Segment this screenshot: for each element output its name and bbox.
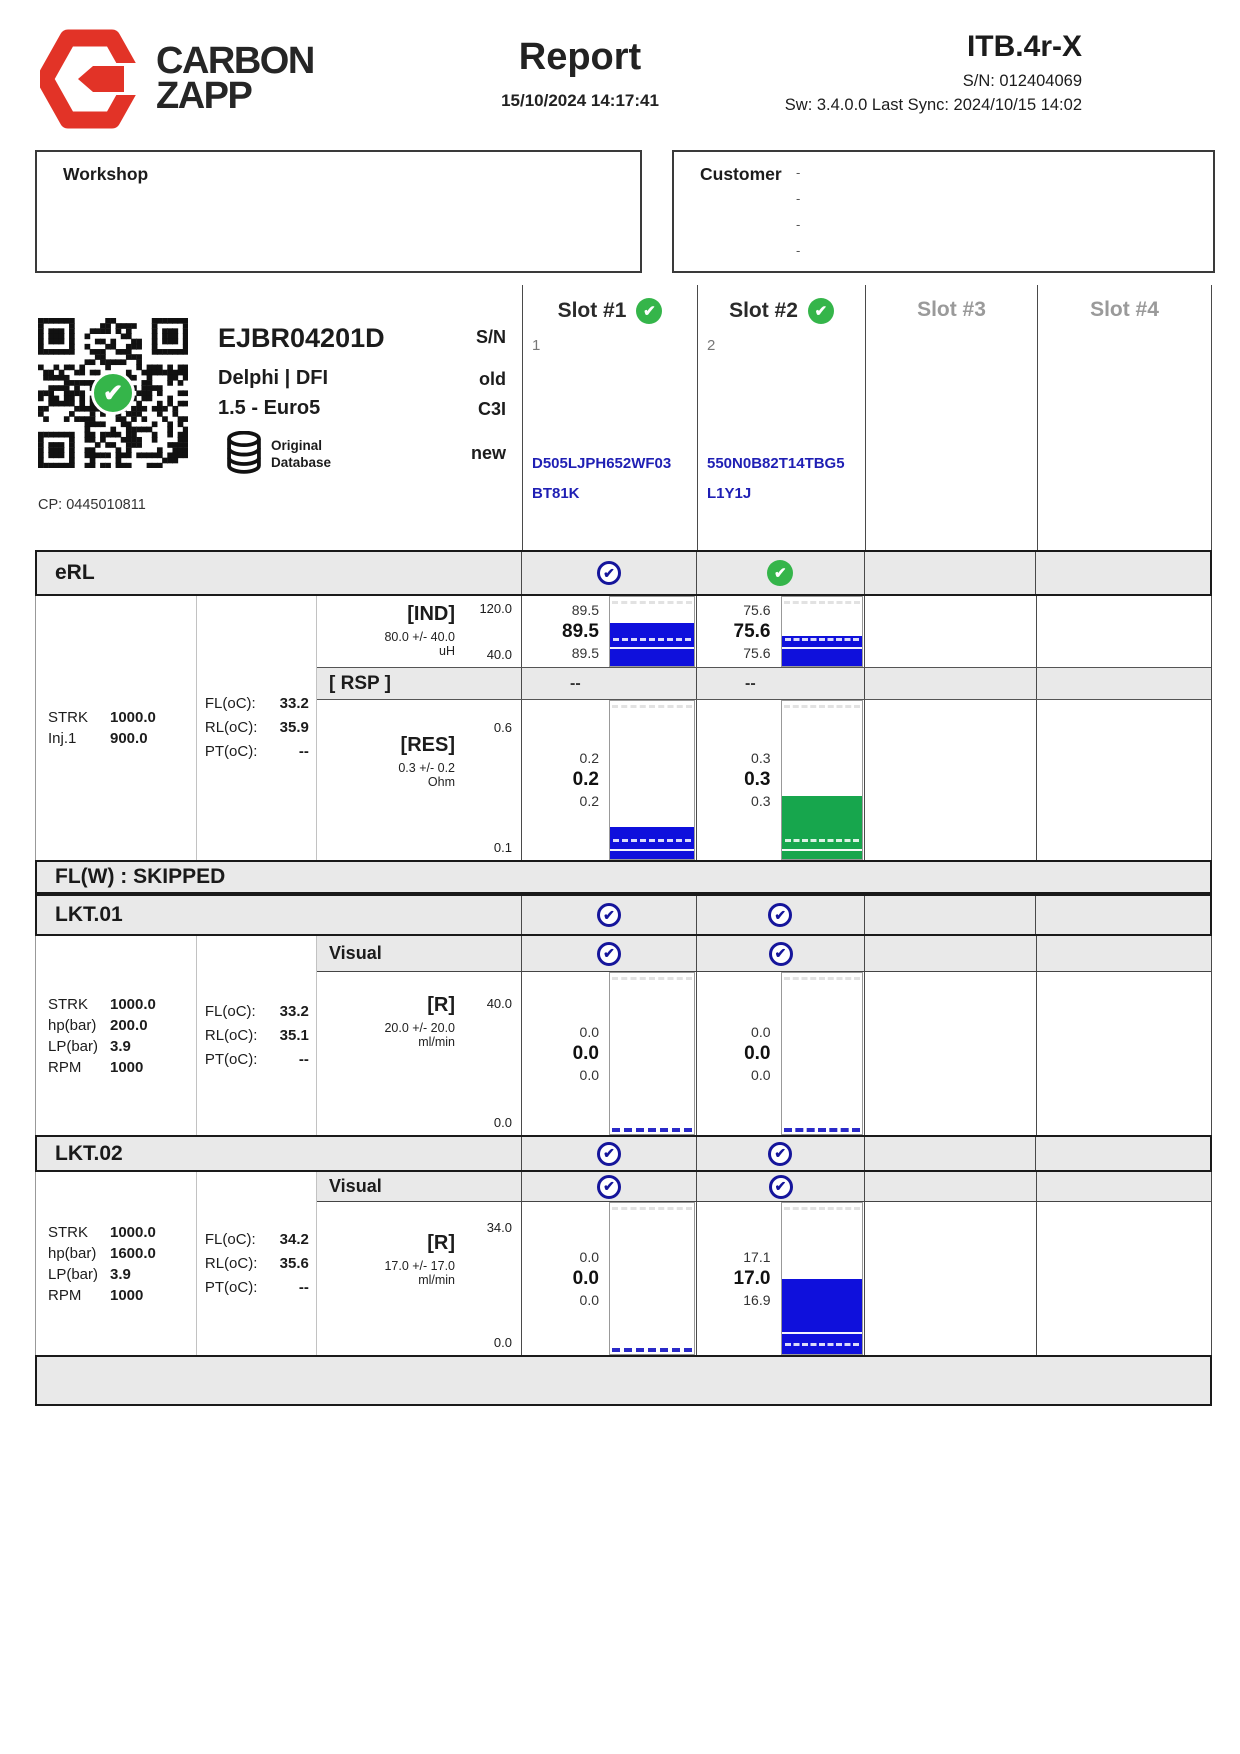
lkt02-r-slot1-bar-chart (609, 1202, 695, 1355)
lkt01-slot1-cell (521, 896, 696, 934)
ind-slot1-bar-chart (609, 596, 695, 667)
lkt02-r-test-row (317, 1202, 1211, 1355)
rl-value: 35.6 (279, 1254, 309, 1272)
min-value: 0.0 (579, 1066, 599, 1083)
device-info-block (785, 30, 1082, 115)
slot2-serial-line2: L1Y1J (707, 485, 752, 502)
ind-test-row (317, 596, 1211, 668)
lkt02-visual-slot4 (1036, 1172, 1211, 1201)
injector-make: Delphi | DFI (218, 367, 329, 389)
erl-slot1-check-icon: ✔ (597, 561, 621, 585)
strk-value: 1000.0 (110, 709, 156, 726)
lkt02-slot2-check-icon: ✔ (768, 1142, 792, 1166)
ind-slot1-measurement (521, 596, 696, 667)
rl-value: 35.1 (279, 1026, 309, 1044)
min-value: 0.0 (579, 1291, 599, 1308)
carbon-zapp-logo-icon (40, 26, 140, 132)
rpm-value: 1000 (110, 1286, 144, 1304)
lkt02-slot4-cell (1035, 1137, 1210, 1170)
ind-scale-max: 120.0 (479, 601, 512, 616)
r-scale-max: 40.0 (486, 996, 512, 1011)
strk-label: STRK (48, 709, 89, 726)
lkt01-r-slot2-measurement (696, 972, 864, 1135)
slot2-new-serial (707, 449, 845, 509)
res-slot1-measurement (521, 700, 696, 860)
lkt02-visual-label: Visual (329, 1176, 382, 1196)
injector-info-cell (35, 285, 522, 550)
min-value: 89.5 (571, 644, 599, 661)
res-scale-max: 0.6 (493, 720, 512, 735)
slot2-column (697, 285, 865, 550)
fl-label: FL(oC): (204, 1002, 256, 1020)
erl-slot4-cell (1035, 552, 1210, 594)
brand-line1: CARBON (156, 40, 314, 83)
r-scale-max: 34.0 (486, 1220, 512, 1235)
hp-label: hp(bar) (48, 1016, 97, 1034)
lkt02-section-bar (35, 1135, 1212, 1172)
res-tolerance: 0.3 +/- 0.2 (398, 761, 455, 775)
fl-value: 33.2 (279, 1002, 309, 1020)
lp-value: 3.9 (110, 1037, 131, 1055)
rsp-slot3-value (864, 668, 1036, 699)
rl-value: 35.9 (279, 719, 309, 736)
flw-title: FL(W) : SKIPPED (55, 865, 226, 888)
label-new: new (470, 443, 506, 463)
rpm-value: 1000 (110, 1058, 144, 1076)
customer-label: Customer (700, 164, 782, 184)
slot3-header (866, 285, 1037, 322)
visual-check-icon: ✔ (769, 1175, 793, 1199)
pt-value: -- (298, 1050, 309, 1068)
strk-value: 1000.0 (110, 1223, 156, 1241)
slot4-column (1037, 285, 1212, 550)
lkt02-temps (197, 1172, 317, 1355)
res-slot2-bar-chart (781, 700, 864, 860)
database-label-line1: Original (271, 438, 323, 453)
report-datetime: 15/10/2024 14:17:41 (501, 91, 659, 110)
slot2-serial-line1: 550N0B82T14TBG5 (707, 455, 845, 472)
rpm-label: RPM (48, 1058, 82, 1076)
workshop-label: Workshop (63, 164, 149, 184)
lp-value: 3.9 (110, 1265, 131, 1283)
injector-engine: 1.5 - Euro5 (218, 397, 321, 419)
rl-label: RL(oC): (204, 719, 258, 736)
avg-value: 17.0 (733, 1267, 771, 1289)
injector-code: EJBR04201D (218, 323, 385, 353)
visual-check-icon: ✔ (597, 942, 621, 966)
lkt02-visual-row (317, 1172, 1211, 1202)
erl-temps (197, 596, 317, 860)
avg-value: 0.2 (572, 769, 599, 790)
fl-label: FL(oC): (204, 1230, 256, 1248)
lkt01-visual-slot1 (521, 936, 696, 971)
r-test-name: [R] (427, 1232, 455, 1254)
res-unit: Ohm (427, 775, 455, 789)
label-sn: S/N (475, 327, 506, 347)
customer-placeholder: - (796, 243, 801, 258)
lkt02-slot1-check-icon: ✔ (597, 1142, 621, 1166)
pt-label: PT(oC): (204, 1278, 258, 1296)
lkt01-r-slot1-measurement (521, 972, 696, 1135)
erl-section-bar (35, 550, 1212, 596)
ind-unit: uH (439, 644, 455, 658)
lkt01-r-slot2-bar-chart (781, 972, 864, 1135)
r-scale-min: 0.0 (493, 1115, 512, 1130)
min-value: 0.3 (751, 793, 771, 809)
slot1-serial-line2: BT81K (532, 485, 580, 502)
fl-label: FL(oC): (204, 695, 256, 712)
ind-scale-min: 40.0 (486, 647, 512, 662)
hp-label: hp(bar) (48, 1244, 97, 1262)
report-title-block (420, 36, 740, 111)
lkt02-r-slot4-measurement (1036, 1202, 1211, 1355)
lkt02-r-slot1-measurement (521, 1202, 696, 1355)
lkt02-r-slot3-measurement (864, 1202, 1036, 1355)
res-test-name: [RES] (400, 734, 455, 756)
max-value: 0.0 (751, 1023, 771, 1040)
ind-test-label-cell (317, 596, 521, 667)
lkt01-title: LKT.01 (55, 903, 123, 926)
ind-slot2-measurement (696, 596, 864, 667)
r-scale-min: 0.0 (493, 1335, 512, 1350)
lkt01-slot3-cell (864, 896, 1036, 934)
erl-body (35, 596, 1212, 860)
min-value: 0.0 (751, 1066, 771, 1083)
fl-value: 33.2 (279, 695, 309, 712)
injector-info-row (35, 285, 1212, 550)
lkt02-visual-slot1 (521, 1172, 696, 1201)
lkt01-visual-slot3 (864, 936, 1036, 971)
rsp-slot4-value (1036, 668, 1211, 699)
inj1-label: Inj.1 (48, 730, 77, 747)
avg-value: 0.0 (572, 1042, 599, 1064)
lkt02-slot1-cell (521, 1137, 696, 1170)
slot1-column (522, 285, 697, 550)
lkt01-slot1-check-icon: ✔ (597, 903, 621, 927)
inj1-value: 900.0 (110, 730, 148, 747)
lp-label: LP(bar) (48, 1037, 99, 1055)
visual-check-icon: ✔ (597, 1175, 621, 1199)
pt-label: PT(oC): (204, 743, 258, 760)
customer-placeholder: - (796, 191, 801, 206)
lkt02-strk-params (36, 1172, 197, 1355)
lkt01-r-label-cell (317, 972, 521, 1135)
hp-value: 200.0 (110, 1016, 148, 1034)
lkt02-slot2-cell (696, 1137, 864, 1170)
max-value: 0.0 (579, 1248, 599, 1265)
lkt01-slot2-cell (696, 896, 864, 934)
database-label-line2: Database (271, 455, 332, 470)
max-value: 0.0 (579, 1023, 599, 1040)
r-tolerance: 17.0 +/- 17.0 (384, 1259, 455, 1273)
slot4-label: Slot #4 (1090, 298, 1159, 321)
pt-label: PT(oC): (204, 1050, 258, 1068)
lkt02-body (35, 1172, 1212, 1355)
rl-label: RL(oC): (204, 1026, 258, 1044)
slot1-header (523, 285, 697, 324)
lkt01-r-test-row (317, 972, 1211, 1135)
lkt01-strk-params (36, 936, 197, 1135)
device-name: ITB.4r-X (966, 30, 1082, 63)
slot3-column (865, 285, 1037, 550)
r-unit: ml/min (418, 1035, 455, 1049)
res-slot3-measurement (864, 700, 1036, 860)
avg-value: 0.3 (744, 769, 771, 790)
rsp-slot2-value: -- (696, 668, 864, 699)
ind-slot4-measurement (1036, 596, 1211, 667)
ind-test-name: [IND] (407, 603, 455, 625)
customer-placeholders (796, 166, 800, 257)
qr-pass-icon: ✔ (91, 371, 135, 415)
lkt01-body (35, 936, 1212, 1135)
lkt01-visual-slot4 (1036, 936, 1211, 971)
rsp-slot1-value: -- (521, 668, 696, 699)
slot2-index: 2 (707, 337, 716, 354)
rsp-test-name: [ RSP ] (329, 672, 391, 694)
visual-check-icon: ✔ (769, 942, 793, 966)
r-test-name: [R] (427, 994, 455, 1016)
slot2-label: Slot #2 (729, 299, 798, 322)
slot2-pass-icon: ✔ (808, 298, 834, 324)
cp-number: CP: 0445010811 (38, 497, 146, 513)
lkt01-r-slot3-measurement (864, 972, 1036, 1135)
footer-bar (35, 1355, 1212, 1406)
workshop-box (35, 150, 642, 273)
brand-line2: ZAPP (156, 75, 252, 117)
lkt02-slot3-cell (864, 1137, 1036, 1170)
lkt02-title: LKT.02 (55, 1141, 123, 1165)
pt-value: -- (298, 743, 309, 760)
erl-slot2-check-icon: ✔ (767, 560, 793, 586)
hp-value: 1600.0 (110, 1244, 156, 1262)
res-slot4-measurement (1036, 700, 1211, 860)
res-slot1-bar-chart (609, 700, 695, 860)
res-slot2-measurement (696, 700, 864, 860)
erl-slot3-cell (864, 552, 1036, 594)
strk-label: STRK (48, 1223, 89, 1241)
slot1-pass-icon: ✔ (636, 298, 662, 324)
qr-code (38, 318, 188, 468)
rpm-label: RPM (48, 1286, 82, 1304)
ind-tolerance: 80.0 +/- 40.0 (384, 630, 455, 644)
customer-placeholder: - (796, 217, 801, 232)
res-scale-min: 0.1 (493, 840, 512, 855)
max-value: 75.6 (743, 601, 771, 618)
label-c3i: C3I (477, 399, 506, 419)
ind-slot2-bar-chart (781, 596, 864, 667)
erl-slot2-cell (696, 552, 864, 594)
fl-value: 34.2 (279, 1230, 309, 1248)
slot1-new-serial (532, 449, 671, 509)
strk-value: 1000.0 (110, 995, 156, 1013)
lkt01-section-bar (35, 894, 1212, 936)
brand-header (40, 26, 314, 132)
lkt01-slot2-check-icon: ✔ (768, 903, 792, 927)
lkt01-visual-slot2 (696, 936, 864, 971)
lkt02-visual-slot3 (864, 1172, 1036, 1201)
slot1-index: 1 (532, 337, 541, 354)
slot3-label: Slot #3 (917, 298, 986, 321)
max-value: 17.1 (743, 1248, 771, 1265)
avg-value: 0.0 (744, 1042, 771, 1064)
device-serial: S/N: 012404069 (962, 72, 1082, 90)
label-old: old (479, 369, 506, 389)
lkt01-r-slot4-measurement (1036, 972, 1211, 1135)
lkt02-r-slot2-measurement (696, 1202, 864, 1355)
erl-title: eRL (55, 561, 95, 584)
database-icon (225, 431, 263, 475)
database-label (271, 437, 331, 471)
erl-slot1-cell (521, 552, 696, 594)
slot1-label: Slot #1 (557, 299, 627, 322)
customer-placeholder: - (796, 165, 801, 180)
erl-strk-params (36, 596, 197, 860)
rsp-test-row (317, 668, 1211, 700)
max-value: 89.5 (571, 601, 599, 618)
slot4-header (1038, 285, 1211, 322)
avg-value: 89.5 (562, 620, 599, 642)
lkt01-temps (197, 936, 317, 1135)
avg-value: 75.6 (733, 620, 771, 642)
ind-slot3-measurement (864, 596, 1036, 667)
slot1-serial-line1: D505LJPH652WF03 (532, 455, 672, 472)
max-value: 0.3 (751, 750, 771, 766)
res-test-row (317, 700, 1211, 860)
r-tolerance: 20.0 +/- 20.0 (384, 1021, 455, 1035)
page-title: Report (518, 36, 642, 78)
avg-value: 0.0 (572, 1267, 599, 1289)
lkt01-slot4-cell (1035, 896, 1210, 934)
software-version: Sw: 3.4.0.0 Last Sync: 2024/10/15 14:02 (784, 96, 1082, 114)
lkt01-r-slot1-bar-chart (609, 972, 695, 1135)
pt-value: -- (298, 1278, 309, 1296)
slot2-header (698, 285, 865, 324)
lkt02-r-label-cell (317, 1202, 521, 1355)
min-value: 0.2 (579, 793, 599, 809)
rl-label: RL(oC): (204, 1254, 258, 1272)
lkt02-r-slot2-bar-chart (781, 1202, 864, 1355)
lkt01-visual-row (317, 936, 1211, 972)
min-value: 75.6 (743, 644, 771, 661)
r-unit: ml/min (418, 1273, 455, 1287)
min-value: 16.9 (743, 1291, 771, 1308)
brand-name (156, 40, 314, 117)
flw-section-bar (35, 860, 1212, 894)
lp-label: LP(bar) (48, 1265, 99, 1283)
customer-box (672, 150, 1215, 273)
res-test-label-cell (317, 700, 521, 860)
lkt01-visual-label: Visual (329, 943, 382, 963)
strk-label: STRK (48, 995, 89, 1013)
max-value: 0.2 (579, 750, 599, 766)
lkt02-visual-slot2 (696, 1172, 864, 1201)
